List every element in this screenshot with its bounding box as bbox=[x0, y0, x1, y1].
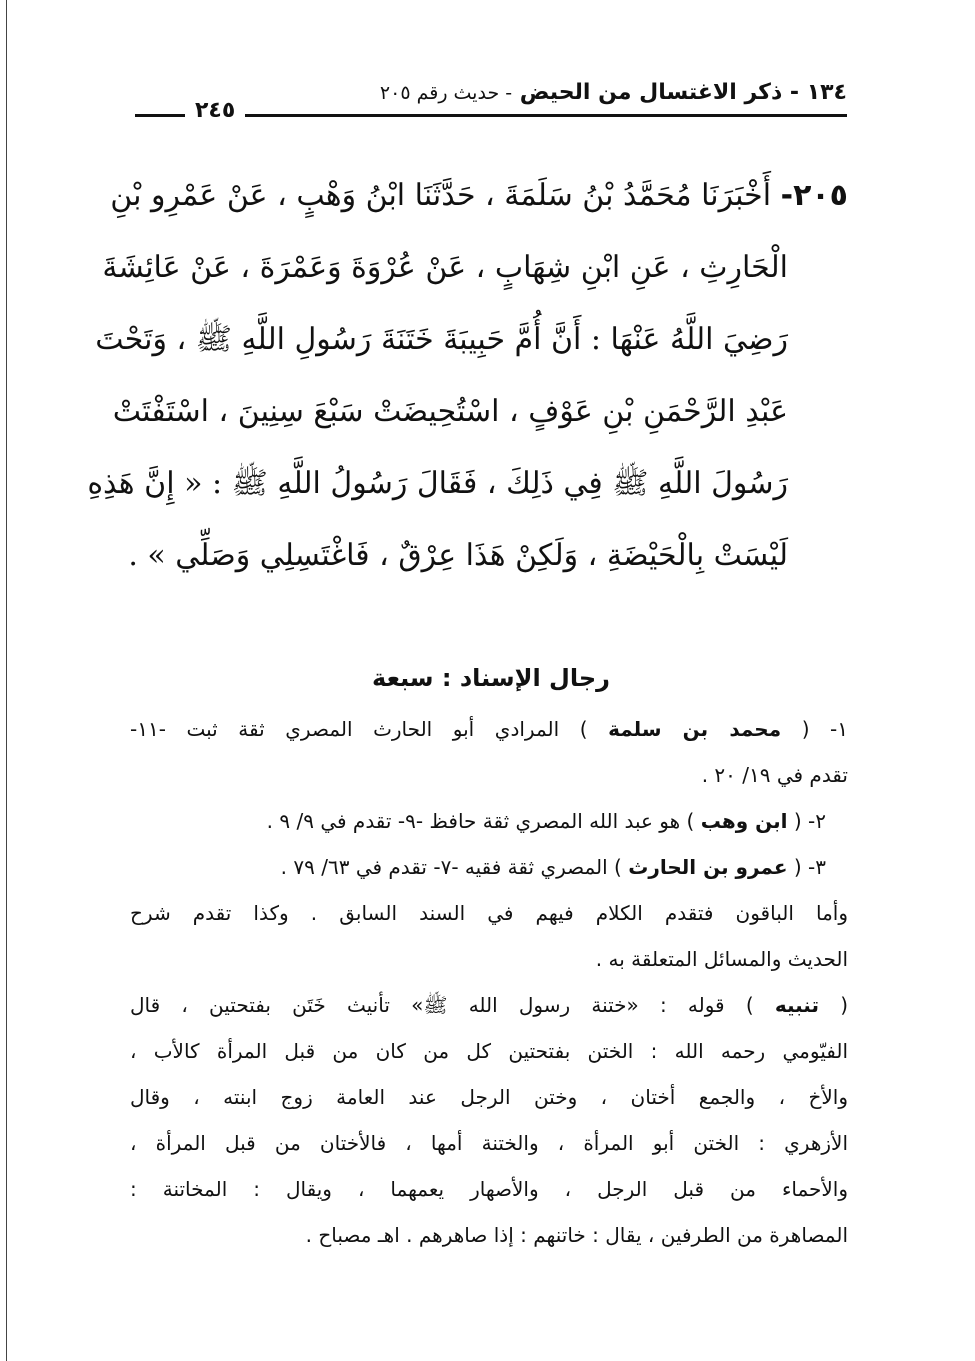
note-text: قوله : «ختنة رسول الله ﷺ» تأنيث خَتَن بفتحتين ، قال bbox=[130, 993, 725, 1017]
note-line: والأحماء من قبل الرجل ، والأصهار يعمهما ، ويقال : المخاتنة : bbox=[130, 1177, 848, 1201]
hadith-line: رَسُولَ اللَّهِ ﷺ فِي ذَلِكَ ، فَقَالَ رَسُولُ اللَّهِ ﷺ : « إِنَّ هَذِهِ bbox=[87, 466, 788, 501]
page-number: ٢٤٥ bbox=[185, 98, 245, 123]
narrator-item bbox=[130, 706, 848, 752]
hadith-line: لَيْسَتْ بِالْحَيْضَةِ ، وَلَكِنْ هَذَا عِرْقٌ ، فَاغْتَسِلِي وَصَلِّي » . bbox=[128, 538, 788, 573]
hadith-line: عَبْدِ الرَّحْمَنِ بْنِ عَوْفٍ ، اسْتُحِيضَتْ سَبْعَ سِنِينَ ، اسْتَفْتَتْ bbox=[112, 394, 788, 429]
item-prefix: ١- ( bbox=[801, 717, 849, 741]
narrator-item bbox=[130, 844, 848, 890]
hadith-text bbox=[87, 160, 848, 592]
note-paragraph bbox=[130, 982, 848, 1028]
narrator-detail: ) هو عبد الله المصري ثقة حافظ -٩- تقدم في ٩/ ٩ . bbox=[266, 809, 695, 833]
chapter-title bbox=[380, 80, 847, 105]
hadith-number: ٢٠٥- bbox=[780, 178, 848, 213]
remainder-text: الحديث والمسائل المتعلقة به . bbox=[595, 947, 848, 971]
section-heading: رجال الإسناد : سبعة bbox=[372, 664, 610, 692]
running-header bbox=[135, 78, 847, 126]
narrator-detail-cont: تقدم في ١٩/ ٢٠ . bbox=[701, 763, 848, 787]
item-prefix: ٢- ( bbox=[793, 809, 826, 833]
narrator-name: محمد بن سلمة bbox=[608, 717, 782, 741]
hadith-line-text: أَخْبَرَنَا مُحَمَّدُ بْنُ سَلَمَةَ ، حَدَّثَنَا ابْنُ وَهْبٍ ، عَنْ عَمْرِو بْنِ bbox=[110, 178, 772, 213]
narrator-item bbox=[130, 798, 848, 844]
note-label-close: ) bbox=[745, 993, 754, 1017]
note-label-open: ( bbox=[840, 993, 848, 1017]
note-line: الأزهري : الختن أبو المرأة ، والختنة أمها ، فالأختان من قبل المرأة ، bbox=[130, 1131, 848, 1155]
hadith-line: رَضِيَ اللَّهُ عَنْهَا : أَنَّ أُمَّ حَبِيبَةَ خَتَنَةَ رَسُولِ اللَّهِ ﷺ ، وَتَحْتَ bbox=[95, 322, 788, 357]
hadith-line: الْحَارِثِ ، عَنِ ابْنِ شِهَابٍ ، عَنْ عُرْوَةَ وَعَمْرَةَ ، عَنْ عَائِشَةَ bbox=[102, 250, 788, 285]
hadith-line bbox=[110, 160, 848, 232]
note-label: تنبيه bbox=[774, 993, 819, 1017]
note-line: والأخ ، والجمع أختان ، وختن الرجل عند العامة زوج ابنته ، وقال bbox=[130, 1085, 848, 1109]
narrator-name: ابن وهب bbox=[700, 809, 788, 833]
narrator-detail: ) المرادي أبو الحارث المصري ثقة ثبت -١١- bbox=[130, 717, 588, 741]
hadith-reference: - حديث رقم ٢٠٥ bbox=[379, 82, 513, 104]
chapter-title-text: ١٣٤ - ذكر الاغتسال من الحيض bbox=[519, 80, 847, 105]
narrator-name: عمرو بن الحارث bbox=[628, 855, 788, 879]
note-line: المصاهرة من الطرفين ، يقال : خاتنهم : إذا صاهرهم . اهـ مصباح . bbox=[305, 1223, 848, 1247]
remainder-text: وأما الباقون فتقدم الكلام فيهم في السند السابق . وكذا تقدم شرح bbox=[130, 901, 848, 925]
narrator-detail: ) المصري ثقة فقيه -٧- تقدم في ٦٣/ ٧٩ . bbox=[280, 855, 622, 879]
narrator-notes bbox=[130, 706, 848, 1258]
item-prefix: ٣- ( bbox=[793, 855, 826, 879]
page-edge-line bbox=[6, 0, 7, 1361]
note-line: الفيّومي رحمه الله : الختن بفتحتين كل من كان من قبل المرأة كالأب ، bbox=[130, 1039, 848, 1063]
